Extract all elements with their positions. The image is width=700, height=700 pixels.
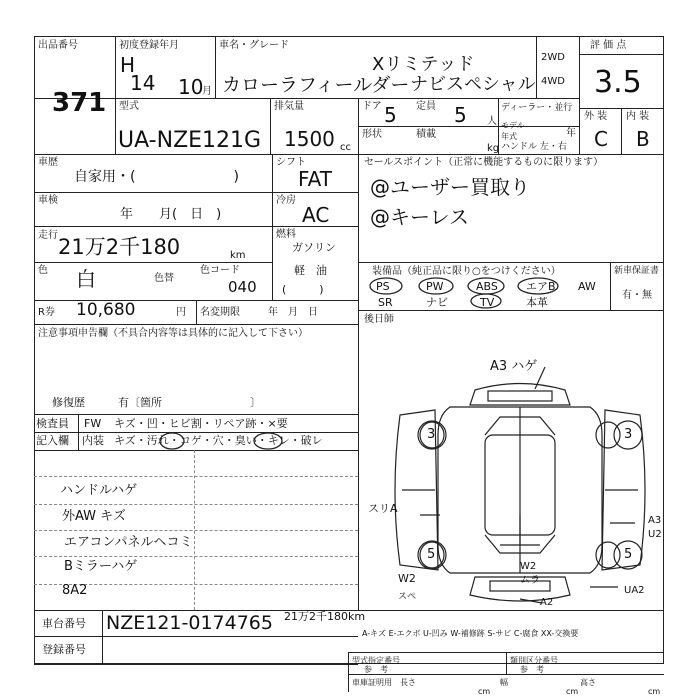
handle-label: ハンドル 左・右 — [501, 142, 567, 152]
equipment-label: 装備品（純正品に限り○をつけください） — [372, 266, 561, 277]
rule — [579, 54, 664, 55]
rule — [115, 36, 116, 154]
cm-3: cm — [648, 687, 661, 696]
equip-navi: ナビ — [426, 296, 448, 309]
dealer-label: ディーラー・並行 — [501, 103, 573, 113]
displacement-unit: cc — [340, 142, 351, 153]
rule — [34, 192, 358, 193]
mark-rear-left: W2 — [398, 572, 416, 585]
rule — [270, 98, 271, 154]
sales-points-label: セールスポイント（正常に機能するものに限ります） — [364, 157, 604, 168]
interior-check-text: キズ・汚れ・コゲ・穴・臭い・キレ・破レ — [114, 434, 323, 447]
mark-right-rear-2: UA2 — [624, 585, 645, 596]
lot-no: 371 — [52, 88, 107, 118]
color-value: 白 — [76, 267, 96, 291]
model-label: 型式 — [119, 101, 139, 112]
equip-tv: TV — [480, 296, 495, 309]
grid-rule — [34, 556, 358, 557]
rule — [536, 36, 537, 98]
fuel-other: ( ) — [282, 283, 324, 296]
rule — [506, 652, 507, 674]
interior-check-label: 内装 — [82, 434, 104, 447]
shift-value: FAT — [298, 167, 333, 191]
chassis-value: NZE121-0174765 — [106, 612, 273, 634]
comment-4: Bミラーハゲ — [64, 559, 138, 574]
ac-label: 冷房 — [276, 195, 296, 206]
rule — [102, 610, 103, 664]
repair-label: 修復歴 — [52, 396, 85, 409]
rule — [34, 636, 358, 637]
ref-2: 参 考 — [520, 665, 544, 674]
mark-right-front: 3 — [624, 427, 633, 442]
grade-line2: ナビスペシャル — [410, 74, 536, 95]
rule — [34, 324, 358, 325]
shaken-value: 年 月( 日 ) — [120, 207, 222, 222]
equipment-circles — [360, 270, 610, 310]
score-label: 評 価 点 — [590, 40, 627, 51]
mileage-value: 21万2千180 — [58, 235, 181, 259]
model-year-label: モデル年式 — [501, 121, 525, 141]
color-code: 040 — [228, 278, 257, 296]
cert-label: 車庫証明用 — [352, 678, 392, 687]
grid-rule — [34, 476, 358, 477]
comment-2: 外AW キズ — [62, 509, 126, 524]
rule — [610, 262, 611, 310]
inspector-label-1: 検査員 — [36, 417, 69, 430]
reg-no-label: 登録番号 — [42, 643, 86, 656]
era: H — [120, 53, 136, 77]
mark-right-side1: A3 — [648, 515, 662, 526]
comment-3: エアコンパネルヘコミ — [64, 535, 193, 550]
equip-leather: 本革 — [526, 296, 548, 309]
grade-line1: Xリミテッド — [372, 54, 475, 75]
equip-aw: AW — [578, 280, 596, 293]
reg-month: 10 — [178, 75, 204, 99]
rule — [358, 300, 359, 610]
rule — [621, 108, 622, 154]
inspector-label-2: 記入欄 — [36, 434, 69, 447]
mark-left-rear: 5 — [427, 547, 436, 562]
shape-label: 形状 — [362, 129, 382, 140]
rule — [34, 262, 272, 263]
rule — [215, 36, 216, 98]
drive-2wd: 2WD — [541, 52, 565, 63]
capacity: 5 — [454, 103, 467, 127]
shift-label: シフト — [276, 157, 306, 168]
comment-1: ハンドルハゲ — [60, 483, 138, 498]
mileage-label: 走行 — [38, 230, 58, 241]
cm-1: cm — [478, 687, 491, 696]
equip-sr: SR — [378, 296, 393, 309]
mark-right-rear: 5 — [624, 547, 633, 562]
exterior-label: 外 装 — [584, 111, 608, 122]
rule — [358, 310, 664, 311]
color-change-label: 色替 — [154, 273, 174, 284]
recycle-unit: 円 — [176, 307, 186, 318]
equip-pw: PW — [426, 280, 444, 293]
exterior-grade: C — [594, 127, 608, 151]
fuel-diesel: 軽 油 — [294, 264, 327, 277]
interior-label: 内 装 — [626, 111, 650, 122]
history-label: 車歴 — [38, 157, 58, 168]
chassis-label: 車台番号 — [42, 617, 86, 630]
class-label: 類別区分番号 — [510, 656, 558, 665]
repair-value: 有〔箇所 〕 — [118, 396, 261, 409]
rule — [34, 664, 358, 665]
model: UA-NZE121G — [118, 128, 262, 153]
color-label: 色 — [38, 265, 48, 276]
mark-top: A3 ハゲ — [490, 359, 538, 374]
car-name-label: 車名・グレード — [219, 40, 289, 51]
capacity-unit: 人 — [487, 116, 497, 127]
rule — [196, 300, 197, 324]
fuel-gasoline: ガソリン — [292, 241, 336, 254]
rear-seat-label: 後日師 — [364, 314, 394, 325]
comment-5: 8A2 — [62, 583, 88, 598]
equip-airbag: エアB — [526, 280, 556, 293]
doors-label: ドア — [362, 101, 382, 112]
warranty-value: 有・無 — [622, 290, 652, 301]
equip-ps: PS — [376, 280, 390, 293]
rule — [34, 450, 358, 451]
rule — [358, 154, 359, 300]
mark-center-1: W2 — [520, 561, 537, 572]
displacement-label: 排気量 — [274, 101, 304, 112]
width-label: 幅 — [500, 678, 508, 687]
month-unit: 月 — [202, 86, 212, 97]
capacity-label: 定員 — [416, 101, 436, 112]
mark-left-side: スリA — [368, 502, 398, 515]
mark-left-front: 3 — [427, 427, 436, 442]
recycle-value: 10,680 — [76, 300, 136, 320]
mark-bottom-note: スペ — [398, 592, 417, 602]
equip-abs: ABS — [476, 280, 498, 293]
mark-right-side2: U2 — [648, 529, 662, 540]
rule — [358, 262, 664, 263]
car-name: カローラフィールダー — [222, 74, 410, 96]
fuel-label: 燃料 — [276, 229, 296, 240]
color-code-label: 色コード — [200, 265, 240, 276]
rule — [34, 610, 664, 611]
lot-no-label: 出品番号 — [38, 40, 78, 51]
mileage-note: 21万2千180km — [284, 610, 366, 623]
grid-rule — [34, 530, 358, 531]
fw-label: FW — [84, 417, 102, 430]
load-label: 積載 — [416, 129, 436, 140]
load-unit: kg — [487, 143, 500, 154]
sales-point-1: @ユーザー買取り — [370, 175, 530, 199]
rule — [272, 154, 273, 300]
sales-point-2: @キーレス — [370, 205, 469, 229]
displacement: 1500 — [284, 127, 335, 151]
doors: 5 — [384, 103, 397, 127]
warranty-label: 新車保証書 — [614, 266, 660, 276]
damage-legend: A-キズ E-エクボ U-凹み W-補修跡 S-サビ C-腐食 XX-交換要 — [362, 629, 579, 638]
rule — [348, 652, 349, 692]
mark-center-2: ムラ — [520, 575, 540, 586]
recycle-label: R券 — [38, 307, 55, 318]
mileage-unit: km — [230, 250, 246, 261]
name-change-label: 名変期限 — [200, 307, 240, 318]
rule — [348, 674, 664, 675]
notes-label: 注意事項申告欄（不具合内容等は具体的に記入して下さい） — [38, 328, 308, 339]
model-no-label: 型式指定番号 — [352, 656, 400, 665]
shaken-label: 車検 — [38, 195, 58, 206]
interior-grade: B — [636, 127, 650, 151]
mark-bottom: A2 — [540, 597, 554, 608]
reg-year: 14 — [130, 71, 156, 95]
fw-text: キズ・凹・ヒビ割・リペア跡・×要 — [114, 417, 288, 430]
score: 3.5 — [594, 65, 642, 100]
inspection-circles — [150, 414, 300, 450]
length-label: 長さ — [400, 678, 416, 687]
drive-4wd: 4WD — [541, 76, 565, 87]
grid-rule — [34, 504, 358, 505]
rule — [78, 414, 79, 450]
first-reg-label: 初度登録年月 — [119, 40, 179, 51]
rule — [34, 154, 664, 155]
model-year-unit: 年 — [566, 128, 576, 139]
ac-value: AC — [302, 203, 330, 227]
height-label: 高さ — [580, 678, 596, 687]
cm-2: cm — [566, 687, 579, 696]
ref-1: 参 考 — [364, 665, 388, 674]
name-change-date: 年 月 日 — [268, 307, 318, 318]
history-value: 自家用・( ) — [74, 169, 239, 185]
